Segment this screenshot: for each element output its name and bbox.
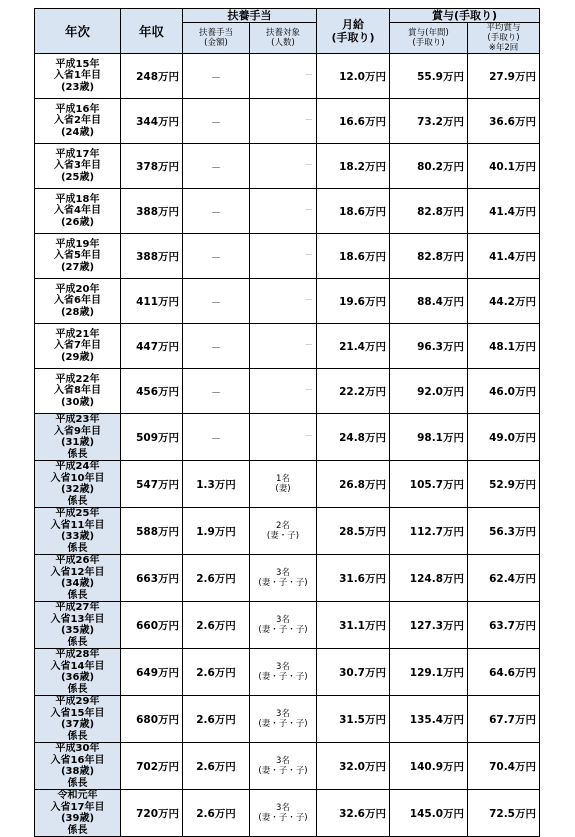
header-bonus-annual-line2: (手取り) bbox=[412, 38, 445, 48]
header-bonus-annual bbox=[390, 23, 468, 54]
table-row bbox=[35, 555, 540, 602]
average-bonus-cell: 56.3万円 bbox=[468, 508, 540, 555]
annual-bonus-cell: 80.2万円 bbox=[390, 144, 468, 189]
dependents-cell bbox=[250, 369, 317, 414]
average-bonus-cell: 70.4万円 bbox=[468, 743, 540, 790]
era-year: 令和元年 bbox=[57, 790, 98, 801]
annual-bonus-cell: 112.7万円 bbox=[390, 508, 468, 555]
annual-bonus-cell: 92.0万円 bbox=[390, 369, 468, 414]
age: (30歳) bbox=[60, 396, 95, 408]
annual-income-cell: 680万円 bbox=[121, 696, 183, 743]
allowance-amount-cell: － bbox=[183, 54, 250, 99]
monthly-salary-cell: 24.8万円 bbox=[317, 414, 390, 461]
annual-bonus-cell: 105.7万円 bbox=[390, 461, 468, 508]
monthly-salary-cell: 31.6万円 bbox=[317, 555, 390, 602]
era-year: 平成26年 bbox=[55, 555, 100, 566]
dependents-count: － bbox=[304, 340, 313, 351]
average-bonus-cell: 44.2万円 bbox=[468, 279, 540, 324]
service-year: 入省5年目 bbox=[54, 250, 101, 262]
age: (31歳) bbox=[60, 437, 95, 448]
year-cell bbox=[35, 696, 121, 743]
service-year: 入省17年目 bbox=[50, 801, 105, 813]
job-title: 係長 bbox=[67, 448, 88, 460]
job-title: 係長 bbox=[67, 636, 88, 648]
dependents-count: － bbox=[304, 160, 313, 171]
year-cell bbox=[35, 602, 121, 649]
table-row bbox=[35, 54, 540, 99]
allowance-amount-cell: － bbox=[183, 144, 250, 189]
dependents-cell bbox=[250, 54, 317, 99]
dependents-detail: (妻・子・子) bbox=[258, 625, 308, 635]
dependents-cell bbox=[250, 279, 317, 324]
year-cell bbox=[35, 508, 121, 555]
average-bonus-cell: 72.5万円 bbox=[468, 790, 540, 837]
dependents-count: 3名 bbox=[276, 802, 290, 813]
age: (39歳) bbox=[60, 813, 95, 824]
dependents-cell bbox=[250, 743, 317, 790]
table-row bbox=[35, 99, 540, 144]
table-row bbox=[35, 189, 540, 234]
era-year: 平成29年 bbox=[55, 696, 100, 707]
header-bonus-average-line3: ※年2回 bbox=[488, 43, 519, 53]
annual-income-cell: 663万円 bbox=[121, 555, 183, 602]
dependents-count: － bbox=[304, 115, 313, 126]
dependents-count: 3名 bbox=[276, 755, 290, 766]
era-year: 平成15年 bbox=[55, 58, 100, 70]
dependents-count: － bbox=[304, 205, 313, 216]
monthly-salary-cell: 31.5万円 bbox=[317, 696, 390, 743]
year-cell bbox=[35, 414, 121, 461]
header-allowance-amount bbox=[183, 23, 250, 54]
annual-income-cell: 509万円 bbox=[121, 414, 183, 461]
annual-bonus-cell: 140.9万円 bbox=[390, 743, 468, 790]
dependents-count: 1名 bbox=[276, 473, 290, 484]
annual-income-cell: 649万円 bbox=[121, 649, 183, 696]
age: (25歳) bbox=[60, 171, 95, 183]
table-row bbox=[35, 234, 540, 279]
monthly-salary-cell: 26.8万円 bbox=[317, 461, 390, 508]
service-year: 入省10年目 bbox=[50, 472, 105, 484]
year-cell bbox=[35, 324, 121, 369]
dependents-cell bbox=[250, 555, 317, 602]
monthly-salary-cell: 12.0万円 bbox=[317, 54, 390, 99]
annual-income-cell: 547万円 bbox=[121, 461, 183, 508]
dependents-cell bbox=[250, 324, 317, 369]
age: (28歳) bbox=[60, 306, 95, 318]
annual-income-cell: 248万円 bbox=[121, 54, 183, 99]
service-year: 入省14年目 bbox=[50, 660, 105, 672]
dependents-detail: (妻・子・子) bbox=[258, 766, 308, 776]
dependents-cell bbox=[250, 649, 317, 696]
annual-bonus-cell: 98.1万円 bbox=[390, 414, 468, 461]
dependents-cell bbox=[250, 144, 317, 189]
annual-bonus-cell: 55.9万円 bbox=[390, 54, 468, 99]
annual-income-cell: 588万円 bbox=[121, 508, 183, 555]
allowance-amount-cell: － bbox=[183, 414, 250, 461]
allowance-amount-cell: 2.6万円 bbox=[183, 649, 250, 696]
header-dependents-line1: 扶養対象 bbox=[265, 28, 300, 38]
job-title: 係長 bbox=[67, 730, 88, 742]
service-year: 入省1年目 bbox=[54, 70, 101, 82]
annual-bonus-cell: 135.4万円 bbox=[390, 696, 468, 743]
age: (35歳) bbox=[60, 625, 95, 636]
dependents-cell bbox=[250, 461, 317, 508]
allowance-amount-cell: － bbox=[183, 234, 250, 279]
era-year: 平成18年 bbox=[55, 193, 100, 205]
header-allowance-amount-line2: (金額) bbox=[204, 38, 228, 48]
annual-bonus-cell: 73.2万円 bbox=[390, 99, 468, 144]
age: (37歳) bbox=[60, 719, 95, 730]
dependents-count: － bbox=[304, 295, 313, 306]
annual-income-cell: 456万円 bbox=[121, 369, 183, 414]
table-row bbox=[35, 414, 540, 461]
annual-income-cell: 411万円 bbox=[121, 279, 183, 324]
header-bonus-average-line1: 平均賞与 bbox=[486, 23, 521, 33]
average-bonus-cell: 46.0万円 bbox=[468, 369, 540, 414]
annual-income-cell: 388万円 bbox=[121, 234, 183, 279]
table-row bbox=[35, 461, 540, 508]
header-bonus-group: 賞与(手取り) bbox=[390, 9, 540, 23]
dependents-cell bbox=[250, 99, 317, 144]
header-bonus-annual-line1: 賞与(年間) bbox=[408, 28, 449, 38]
average-bonus-cell: 36.6万円 bbox=[468, 99, 540, 144]
service-year: 入省11年目 bbox=[50, 519, 105, 531]
era-year: 平成21年 bbox=[55, 328, 100, 340]
annual-income-cell: 388万円 bbox=[121, 189, 183, 234]
age: (38歳) bbox=[60, 766, 95, 777]
year-cell bbox=[35, 279, 121, 324]
year-cell bbox=[35, 144, 121, 189]
era-year: 平成28年 bbox=[55, 649, 100, 660]
dependents-count: － bbox=[304, 70, 313, 81]
header-year: 年次 bbox=[35, 9, 121, 54]
age: (33歳) bbox=[60, 531, 95, 542]
allowance-amount-cell: － bbox=[183, 99, 250, 144]
allowance-amount-cell: － bbox=[183, 369, 250, 414]
header-bonus-average-line2: (手取り) bbox=[487, 33, 520, 43]
average-bonus-cell: 41.4万円 bbox=[468, 189, 540, 234]
era-year: 平成19年 bbox=[55, 238, 100, 250]
header-dependents bbox=[250, 23, 317, 54]
annual-income-cell: 660万円 bbox=[121, 602, 183, 649]
monthly-salary-cell: 21.4万円 bbox=[317, 324, 390, 369]
salary-table-container bbox=[34, 8, 540, 837]
allowance-amount-cell: 2.6万円 bbox=[183, 696, 250, 743]
dependents-count: 3名 bbox=[276, 567, 290, 578]
annual-income-cell: 702万円 bbox=[121, 743, 183, 790]
dependents-detail: (妻・子・子) bbox=[258, 813, 308, 823]
age: (32歳) bbox=[60, 484, 95, 495]
dependents-count: 3名 bbox=[276, 708, 290, 719]
job-title: 係長 bbox=[67, 542, 88, 554]
allowance-amount-cell: 1.9万円 bbox=[183, 508, 250, 555]
age: (29歳) bbox=[60, 351, 95, 363]
average-bonus-cell: 62.4万円 bbox=[468, 555, 540, 602]
monthly-salary-cell: 22.2万円 bbox=[317, 369, 390, 414]
monthly-salary-cell: 16.6万円 bbox=[317, 99, 390, 144]
job-title: 係長 bbox=[67, 589, 88, 601]
table-row bbox=[35, 279, 540, 324]
year-cell bbox=[35, 369, 121, 414]
year-cell bbox=[35, 555, 121, 602]
annual-bonus-cell: 145.0万円 bbox=[390, 790, 468, 837]
age: (23歳) bbox=[60, 81, 95, 93]
service-year: 入省8年目 bbox=[54, 385, 101, 397]
dependents-cell bbox=[250, 602, 317, 649]
service-year: 入省15年目 bbox=[50, 707, 105, 719]
annual-income-cell: 378万円 bbox=[121, 144, 183, 189]
job-title: 係長 bbox=[67, 824, 88, 836]
allowance-amount-cell: 1.3万円 bbox=[183, 461, 250, 508]
job-title: 係長 bbox=[67, 777, 88, 789]
average-bonus-cell: 41.4万円 bbox=[468, 234, 540, 279]
header-allowance-group: 扶養手当 bbox=[183, 9, 317, 23]
dependents-cell bbox=[250, 790, 317, 837]
age: (34歳) bbox=[60, 578, 95, 589]
monthly-salary-cell: 31.1万円 bbox=[317, 602, 390, 649]
year-cell bbox=[35, 649, 121, 696]
era-year: 平成23年 bbox=[55, 414, 100, 425]
average-bonus-cell: 64.6万円 bbox=[468, 649, 540, 696]
average-bonus-cell: 63.7万円 bbox=[468, 602, 540, 649]
table-row bbox=[35, 696, 540, 743]
dependents-cell bbox=[250, 234, 317, 279]
dependents-detail: (妻・子・子) bbox=[258, 719, 308, 729]
table-row bbox=[35, 790, 540, 837]
era-year: 平成24年 bbox=[55, 461, 100, 472]
annual-bonus-cell: 88.4万円 bbox=[390, 279, 468, 324]
average-bonus-cell: 52.9万円 bbox=[468, 461, 540, 508]
average-bonus-cell: 48.1万円 bbox=[468, 324, 540, 369]
average-bonus-cell: 40.1万円 bbox=[468, 144, 540, 189]
header-monthly bbox=[317, 9, 390, 54]
age: (26歳) bbox=[60, 216, 95, 228]
monthly-salary-cell: 18.6万円 bbox=[317, 234, 390, 279]
average-bonus-cell: 67.7万円 bbox=[468, 696, 540, 743]
header-monthly-line1: 月給 bbox=[342, 18, 364, 31]
annual-bonus-cell: 124.8万円 bbox=[390, 555, 468, 602]
dependents-cell bbox=[250, 696, 317, 743]
year-cell bbox=[35, 790, 121, 837]
job-title: 係長 bbox=[67, 495, 88, 507]
dependents-detail: (妻) bbox=[275, 484, 291, 494]
annual-income-cell: 344万円 bbox=[121, 99, 183, 144]
header-annual-income: 年収 bbox=[121, 9, 183, 54]
annual-bonus-cell: 82.8万円 bbox=[390, 234, 468, 279]
era-year: 平成16年 bbox=[55, 103, 100, 115]
dependents-count: － bbox=[304, 385, 313, 396]
year-cell bbox=[35, 189, 121, 234]
year-cell bbox=[35, 743, 121, 790]
table-row bbox=[35, 602, 540, 649]
monthly-salary-cell: 30.7万円 bbox=[317, 649, 390, 696]
dependents-detail: (妻・子) bbox=[266, 531, 300, 541]
monthly-salary-cell: 32.6万円 bbox=[317, 790, 390, 837]
service-year: 入省3年目 bbox=[54, 160, 101, 172]
table-row bbox=[35, 369, 540, 414]
service-year: 入省16年目 bbox=[50, 754, 105, 766]
header-monthly-line2: (手取り) bbox=[331, 31, 375, 44]
service-year: 入省7年目 bbox=[54, 340, 101, 352]
era-year: 平成25年 bbox=[55, 508, 100, 519]
age: (27歳) bbox=[60, 261, 95, 273]
allowance-amount-cell: － bbox=[183, 324, 250, 369]
service-year: 入省9年目 bbox=[54, 425, 101, 437]
annual-bonus-cell: 82.8万円 bbox=[390, 189, 468, 234]
job-title: 係長 bbox=[67, 683, 88, 695]
header-bonus-average bbox=[468, 23, 540, 54]
monthly-salary-cell: 18.6万円 bbox=[317, 189, 390, 234]
dependents-cell bbox=[250, 414, 317, 461]
year-cell bbox=[35, 234, 121, 279]
dependents-cell bbox=[250, 508, 317, 555]
era-year: 平成27年 bbox=[55, 602, 100, 613]
annual-bonus-cell: 129.1万円 bbox=[390, 649, 468, 696]
table-row bbox=[35, 508, 540, 555]
allowance-amount-cell: － bbox=[183, 279, 250, 324]
annual-income-cell: 720万円 bbox=[121, 790, 183, 837]
header-allowance-amount-line1: 扶養手当 bbox=[198, 28, 233, 38]
allowance-amount-cell: 2.6万円 bbox=[183, 790, 250, 837]
allowance-amount-cell: 2.6万円 bbox=[183, 555, 250, 602]
annual-bonus-cell: 96.3万円 bbox=[390, 324, 468, 369]
dependents-detail: (妻・子・子) bbox=[258, 578, 308, 588]
average-bonus-cell: 49.0万円 bbox=[468, 414, 540, 461]
era-year: 平成22年 bbox=[55, 373, 100, 385]
table-row bbox=[35, 743, 540, 790]
salary-table bbox=[34, 8, 540, 837]
dependents-detail: (妻・子・子) bbox=[258, 672, 308, 682]
annual-income-cell: 447万円 bbox=[121, 324, 183, 369]
age: (24歳) bbox=[60, 126, 95, 138]
era-year: 平成17年 bbox=[55, 148, 100, 160]
dependents-count: 3名 bbox=[276, 661, 290, 672]
year-cell bbox=[35, 54, 121, 99]
dependents-count: － bbox=[304, 250, 313, 261]
allowance-amount-cell: － bbox=[183, 189, 250, 234]
year-cell bbox=[35, 461, 121, 508]
monthly-salary-cell: 18.2万円 bbox=[317, 144, 390, 189]
era-year: 平成30年 bbox=[55, 743, 100, 754]
monthly-salary-cell: 19.6万円 bbox=[317, 279, 390, 324]
dependents-count: 3名 bbox=[276, 614, 290, 625]
annual-bonus-cell: 127.3万円 bbox=[390, 602, 468, 649]
year-cell bbox=[35, 99, 121, 144]
monthly-salary-cell: 28.5万円 bbox=[317, 508, 390, 555]
service-year: 入省12年目 bbox=[50, 566, 105, 578]
monthly-salary-cell: 32.0万円 bbox=[317, 743, 390, 790]
table-row bbox=[35, 324, 540, 369]
table-row bbox=[35, 144, 540, 189]
service-year: 入省4年目 bbox=[54, 205, 101, 217]
dependents-cell bbox=[250, 189, 317, 234]
dependents-count: － bbox=[304, 431, 313, 442]
average-bonus-cell: 27.9万円 bbox=[468, 54, 540, 99]
dependents-count: 2名 bbox=[276, 520, 290, 531]
service-year: 入省13年目 bbox=[50, 613, 105, 625]
allowance-amount-cell: 2.6万円 bbox=[183, 602, 250, 649]
table-row bbox=[35, 649, 540, 696]
era-year: 平成20年 bbox=[55, 283, 100, 295]
service-year: 入省6年目 bbox=[54, 295, 101, 307]
service-year: 入省2年目 bbox=[54, 115, 101, 127]
header-dependents-line2: (人数) bbox=[271, 38, 295, 48]
allowance-amount-cell: 2.6万円 bbox=[183, 743, 250, 790]
age: (36歳) bbox=[60, 672, 95, 683]
